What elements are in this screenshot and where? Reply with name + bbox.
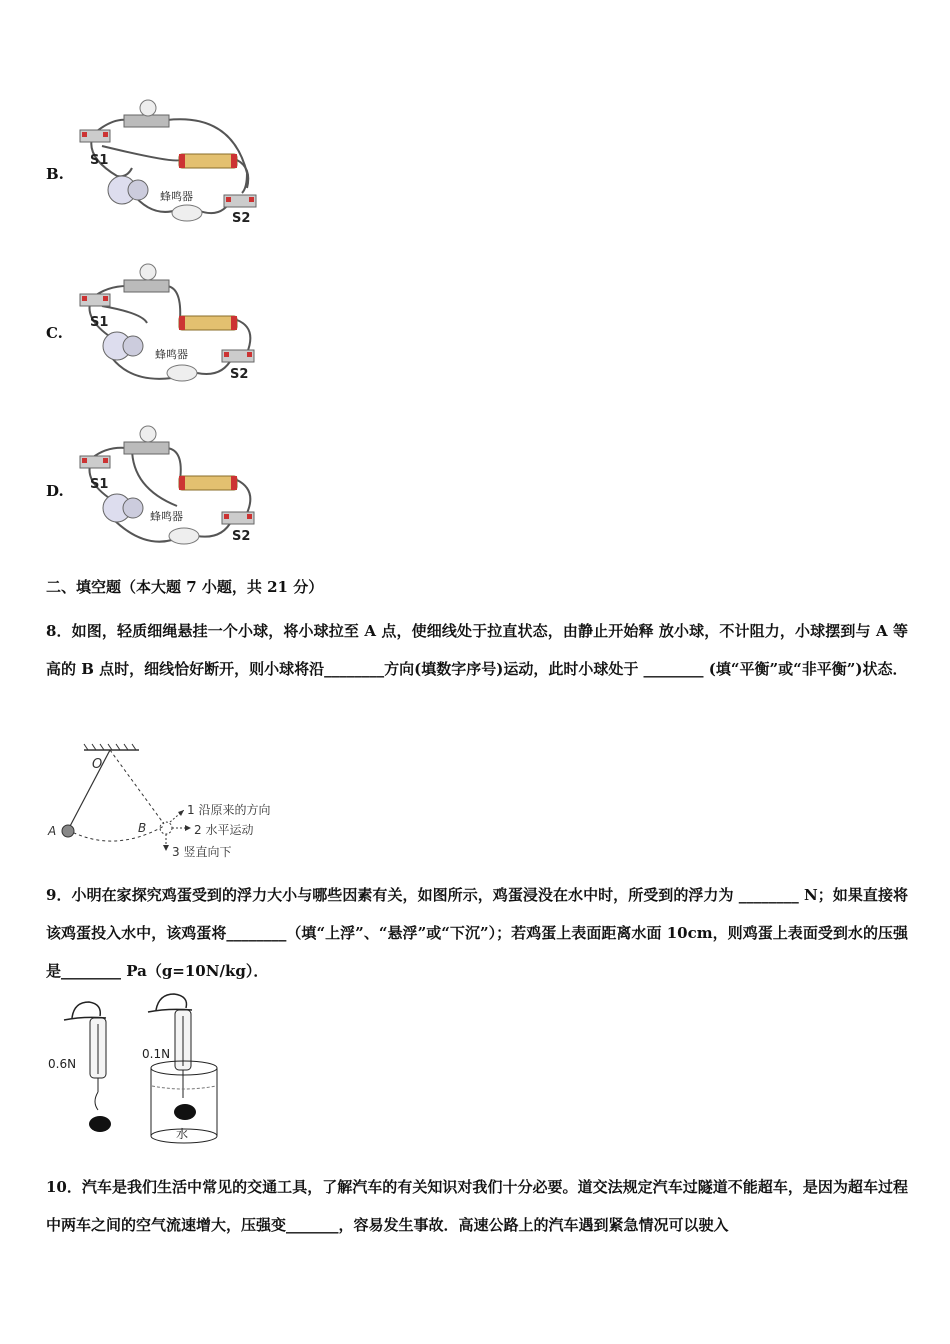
- switch-icon: [222, 350, 254, 362]
- switch-icon: [80, 456, 110, 468]
- s2-label: S2: [232, 211, 251, 226]
- buzzer-icon: [172, 205, 202, 221]
- buzzer-icon: [167, 365, 197, 381]
- motor-icon: [108, 176, 148, 204]
- question-9-text: 9．小明在家探究鸡蛋受到的浮力大小与哪些因素有关，如图所示，鸡蛋浸没在水中时，所受到的浮力为 ________ N；如果直接将该鸡蛋投入水中，该鸡蛋将________（填“上浮”、“悬浮”或“下沉”）；若鸡蛋上表面距离水面 10cm，则鸡蛋上表面受到水的压强是________ Pa（g=10N/kg）．: [46, 886, 908, 980]
- option-b-label: B.: [46, 165, 64, 183]
- bulb-icon: [124, 264, 169, 292]
- question-10-text: 10．汽车是我们生活中常见的交通工具，了解汽车的有关知识对我们十分必要。道交法规定汽车过隧道不能超车，是因为超车过程中两车之间的空气流速增大，压强变_______，容易发生事故．高速公路上的汽车遇到紧急情况可以驶入: [46, 1178, 908, 1234]
- s1-label: S1: [90, 153, 109, 168]
- switch-icon: [222, 512, 254, 524]
- battery-icon: [179, 316, 237, 330]
- buzzer-icon: [169, 528, 199, 544]
- motor-icon: [103, 494, 143, 522]
- s2-label: S2: [232, 529, 251, 544]
- spring-scale-figure: [44, 990, 224, 1148]
- pendulum-figure: [44, 742, 314, 864]
- spring-scale-icon: [174, 1010, 196, 1120]
- buzzer-label: 蜂鸣器: [155, 348, 188, 361]
- bulb-icon: [124, 426, 169, 454]
- water-label: 水: [176, 1127, 189, 1141]
- point-a-label: A: [48, 824, 57, 838]
- buzzer-label: 蜂鸣器: [160, 190, 193, 203]
- switch-icon: [80, 130, 110, 142]
- option-b-circuit-figure: [72, 98, 267, 228]
- switch-icon: [224, 195, 256, 207]
- battery-icon: [179, 154, 237, 168]
- question-8-text: 8．如图，轻质细绳悬挂一个小球，将小球拉至 A 点，使细线处于拉直状态，由静止开始释 放小球，不计阻力，小球摆到与 A 等高的 B 点时，细线恰好断开，则小球将沿________方向(填数字序号)运动，此时小球处于 ________ (填“平衡”或“非平衡”)状态．: [46, 622, 908, 678]
- point-b-label: B: [138, 821, 147, 835]
- bulb-icon: [124, 100, 169, 127]
- battery-icon: [179, 476, 237, 490]
- reading-2-label: 0.1N: [142, 1047, 171, 1061]
- direction-2-label: 2 水平运动: [194, 823, 254, 837]
- spring-scale-icon: [89, 1018, 111, 1132]
- switch-icon: [80, 294, 110, 306]
- reading-1-label: 0.6N: [48, 1057, 77, 1071]
- direction-3-label: 3 竖直向下: [172, 845, 232, 859]
- motor-icon: [103, 332, 143, 360]
- section-title: 二、填空题（本大题 7 小题，共 21 分）: [46, 578, 324, 596]
- buzzer-label: 蜂鸣器: [150, 510, 183, 523]
- s1-label: S1: [90, 477, 109, 492]
- s1-label: S1: [90, 315, 109, 330]
- s2-label: S2: [230, 367, 249, 382]
- option-c-circuit-figure: [72, 258, 267, 388]
- option-d-circuit-figure: [72, 418, 267, 553]
- option-d-label: D.: [46, 482, 64, 500]
- direction-1-label: 1 沿原来的方向: [187, 803, 271, 817]
- point-o-label: O: [92, 757, 103, 772]
- option-c-label: C.: [46, 324, 63, 342]
